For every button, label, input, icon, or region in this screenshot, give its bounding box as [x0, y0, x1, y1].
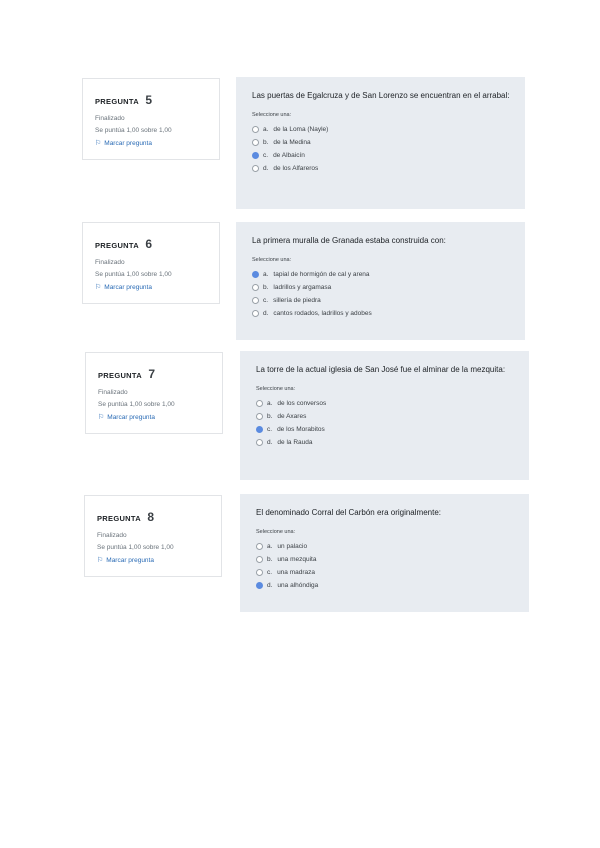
answer-prompt: Seleccione una:: [256, 529, 296, 535]
answer-option-d[interactable]: [256, 436, 515, 449]
answer-text: de la Medina: [273, 139, 311, 146]
question-info-6: [82, 222, 220, 304]
question-heading: [95, 91, 209, 109]
question-heading: [97, 508, 211, 526]
answer-option-a[interactable]: [252, 123, 511, 136]
answer-text: ladrillos y argamasa: [273, 284, 332, 291]
answer-letter: b.: [263, 139, 269, 146]
answer-letter: a.: [267, 400, 273, 407]
answer-option-b[interactable]: [256, 410, 515, 423]
flag-question-link[interactable]: [95, 283, 209, 291]
question-grade: Se puntúa 1,00 sobre 1,00: [98, 401, 175, 408]
question-info-7: [85, 352, 223, 434]
answer-option-c[interactable]: [256, 566, 515, 579]
question-number: 6: [145, 237, 153, 251]
answer-letter: d.: [263, 165, 269, 172]
answer-letter: b.: [263, 284, 269, 291]
question-info-8: [84, 495, 222, 577]
flag-icon: ⚐: [97, 557, 104, 564]
question-content-5: [236, 77, 525, 209]
answer-letter: d.: [267, 582, 273, 589]
radio-button[interactable]: [256, 400, 263, 407]
radio-button[interactable]: [252, 165, 259, 172]
answer-option-a[interactable]: [252, 268, 511, 281]
answer-letter: c.: [263, 152, 269, 159]
question-state: Finalizado: [97, 532, 127, 539]
question-text: El denominado Corral del Carbón era originalmente:: [256, 508, 441, 517]
question-content-8: [240, 494, 529, 612]
question-content-6: [236, 222, 525, 340]
question-text: La primera muralla de Granada estaba construida con:: [252, 236, 446, 245]
radio-button[interactable]: [252, 310, 259, 317]
question-state: Finalizado: [98, 389, 128, 396]
answer-text: una alhóndiga: [277, 582, 319, 589]
radio-button-selected[interactable]: [252, 152, 259, 159]
flag-question-label: Marcar pregunta: [106, 556, 154, 564]
radio-button[interactable]: [256, 439, 263, 446]
question-heading: [98, 365, 212, 383]
radio-button[interactable]: [252, 284, 259, 291]
answer-option-c[interactable]: [252, 294, 511, 307]
answer-text: de la Rauda: [277, 439, 313, 446]
question-content-7: [240, 351, 529, 480]
answer-option-a[interactable]: [256, 397, 515, 410]
radio-button-selected[interactable]: [252, 271, 259, 278]
answer-letter: b.: [267, 413, 273, 420]
answer-text: sillería de piedra: [273, 297, 321, 304]
answer-option-a[interactable]: [256, 540, 515, 553]
answer-letter: c.: [267, 569, 273, 576]
answer-option-d[interactable]: [252, 307, 511, 320]
question-number: 7: [148, 367, 156, 381]
flag-icon: ⚐: [98, 414, 105, 421]
radio-button-selected[interactable]: [256, 582, 263, 589]
flag-icon: ⚐: [95, 140, 102, 147]
flag-question-label: Marcar pregunta: [104, 283, 152, 291]
answer-option-c[interactable]: [252, 149, 511, 162]
flag-question-label: Marcar pregunta: [107, 413, 155, 421]
answer-option-c[interactable]: [256, 423, 515, 436]
answer-option-d[interactable]: [256, 579, 515, 592]
question-title: PREGUNTA: [98, 371, 142, 380]
flag-question-link[interactable]: [98, 413, 212, 421]
question-title: PREGUNTA: [97, 514, 141, 523]
answer-letter: c.: [263, 297, 269, 304]
answer-text: una mezquita: [277, 556, 317, 563]
question-number: 8: [147, 510, 155, 524]
question-heading: [95, 235, 209, 253]
answer-letter: a.: [267, 543, 273, 550]
answer-letter: d.: [263, 310, 269, 317]
question-text: La torre de la actual iglesia de San José fue el alminar de la mezquita:: [256, 365, 506, 374]
question-grade: Se puntúa 1,00 sobre 1,00: [95, 127, 172, 134]
radio-button[interactable]: [256, 543, 263, 550]
answer-text: de Albaicín: [273, 152, 305, 159]
answer-prompt: Seleccione una:: [252, 257, 292, 263]
answer-text: de Axares: [277, 413, 307, 420]
answer-letter: b.: [267, 556, 273, 563]
flag-question-link[interactable]: [95, 139, 209, 147]
radio-button[interactable]: [256, 569, 263, 576]
flag-question-label: Marcar pregunta: [104, 139, 152, 147]
question-state: Finalizado: [95, 115, 125, 122]
answer-text: de los Alfareros: [273, 165, 319, 172]
flag-icon: ⚐: [95, 284, 102, 291]
answer-text: un palacio: [277, 543, 308, 550]
question-number: 5: [145, 93, 153, 107]
answer-text: una madraza: [277, 569, 316, 576]
question-info-5: [82, 78, 220, 160]
radio-button[interactable]: [252, 139, 259, 146]
answer-option-d[interactable]: [252, 162, 511, 175]
answer-option-b[interactable]: [252, 281, 511, 294]
answer-option-b[interactable]: [252, 136, 511, 149]
radio-button[interactable]: [252, 297, 259, 304]
answer-letter: d.: [267, 439, 273, 446]
answer-option-b[interactable]: [256, 553, 515, 566]
answer-letter: a.: [263, 126, 269, 133]
answer-text: cantos rodados, ladrillos y adobes: [273, 310, 372, 317]
answer-letter: a.: [263, 271, 269, 278]
question-text: Las puertas de Egalcruza y de San Lorenzo se encuentran en el arrabal:: [252, 91, 510, 100]
answer-text: tapial de hormigón de cal y arena: [273, 271, 370, 278]
radio-button[interactable]: [256, 556, 263, 563]
question-state: Finalizado: [95, 259, 125, 266]
question-title: PREGUNTA: [95, 97, 139, 106]
answer-prompt: Seleccione una:: [256, 386, 296, 392]
answer-text: de los Morabitos: [277, 426, 325, 433]
question-grade: Se puntúa 1,00 sobre 1,00: [95, 271, 172, 278]
radio-button[interactable]: [256, 413, 263, 420]
radio-button[interactable]: [252, 126, 259, 133]
answer-prompt: Seleccione una:: [252, 112, 292, 118]
question-title: PREGUNTA: [95, 241, 139, 250]
flag-question-link[interactable]: [97, 556, 211, 564]
answer-letter: c.: [267, 426, 273, 433]
question-grade: Se puntúa 1,00 sobre 1,00: [97, 544, 174, 551]
answer-text: de los conversos: [277, 400, 327, 407]
answer-text: de la Loma (Nayle): [273, 126, 329, 133]
radio-button-selected[interactable]: [256, 426, 263, 433]
